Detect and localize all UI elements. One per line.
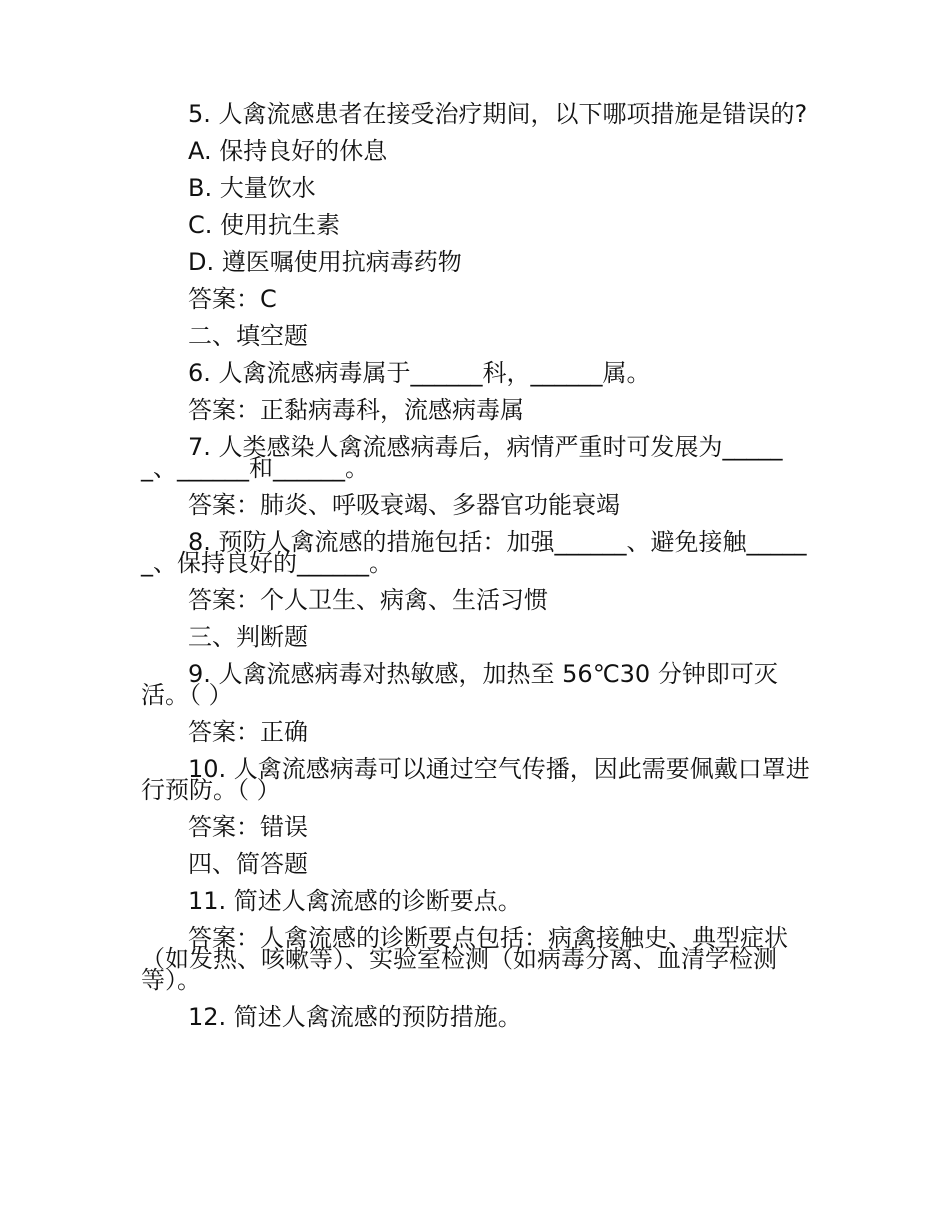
document-body (141, 100, 811, 1044)
question-10: 10. 人禽流感病毒可以通过空气传播，因此需要佩戴口罩进行预防。（ ） (141, 755, 810, 804)
answer-9: 答案：正确 (188, 718, 308, 746)
question-6: 6. 人禽流感病毒属于______科，______属。 (188, 359, 651, 387)
answer-10: 答案：错误 (188, 813, 308, 841)
question-9: 9. 人禽流感病毒对热敏感，加热至 56℃30 分钟即可灭活。（ ） (141, 660, 778, 709)
answer-6: 答案：正黏病毒科，流感病毒属 (188, 396, 524, 424)
option-b: B. 大量饮水 (188, 174, 316, 202)
answer-5: 答案：C (188, 285, 277, 313)
option-a: A. 保持良好的休息 (188, 137, 388, 165)
question-8: 8. 预防人禽流感的措施包括：加强______、避免接触______、保持良好的______。 (141, 528, 807, 577)
option-c: C. 使用抗生素 (188, 211, 341, 239)
question-11: 11. 简述人禽流感的诊断要点。 (188, 887, 522, 915)
question-5: 5. 人禽流感患者在接受治疗期间，以下哪项措施是错误的? (188, 100, 808, 128)
section-true-false-heading: 三、判断题 (188, 623, 308, 651)
question-7: 7. 人类感染人禽流感病毒后，病情严重时可发展为______、______和______。 (141, 433, 783, 482)
section-fill-in-blank-heading: 二、填空题 (188, 322, 308, 350)
answer-11: 答案：人禽流感的诊断要点包括：病禽接触史、典型症状（如发热、咳嗽等）、实验室检测（如病毒分离、血清学检测等）。 (141, 924, 788, 994)
option-d: D. 遵医嘱使用抗病毒药物 (188, 248, 462, 276)
answer-8: 答案：个人卫生、病禽、生活习惯 (188, 586, 548, 614)
question-12: 12. 简述人禽流感的预防措施。 (188, 1003, 522, 1031)
section-short-answer-heading: 四、简答题 (188, 850, 308, 878)
answer-7: 答案：肺炎、呼吸衰竭、多器官功能衰竭 (188, 491, 620, 519)
